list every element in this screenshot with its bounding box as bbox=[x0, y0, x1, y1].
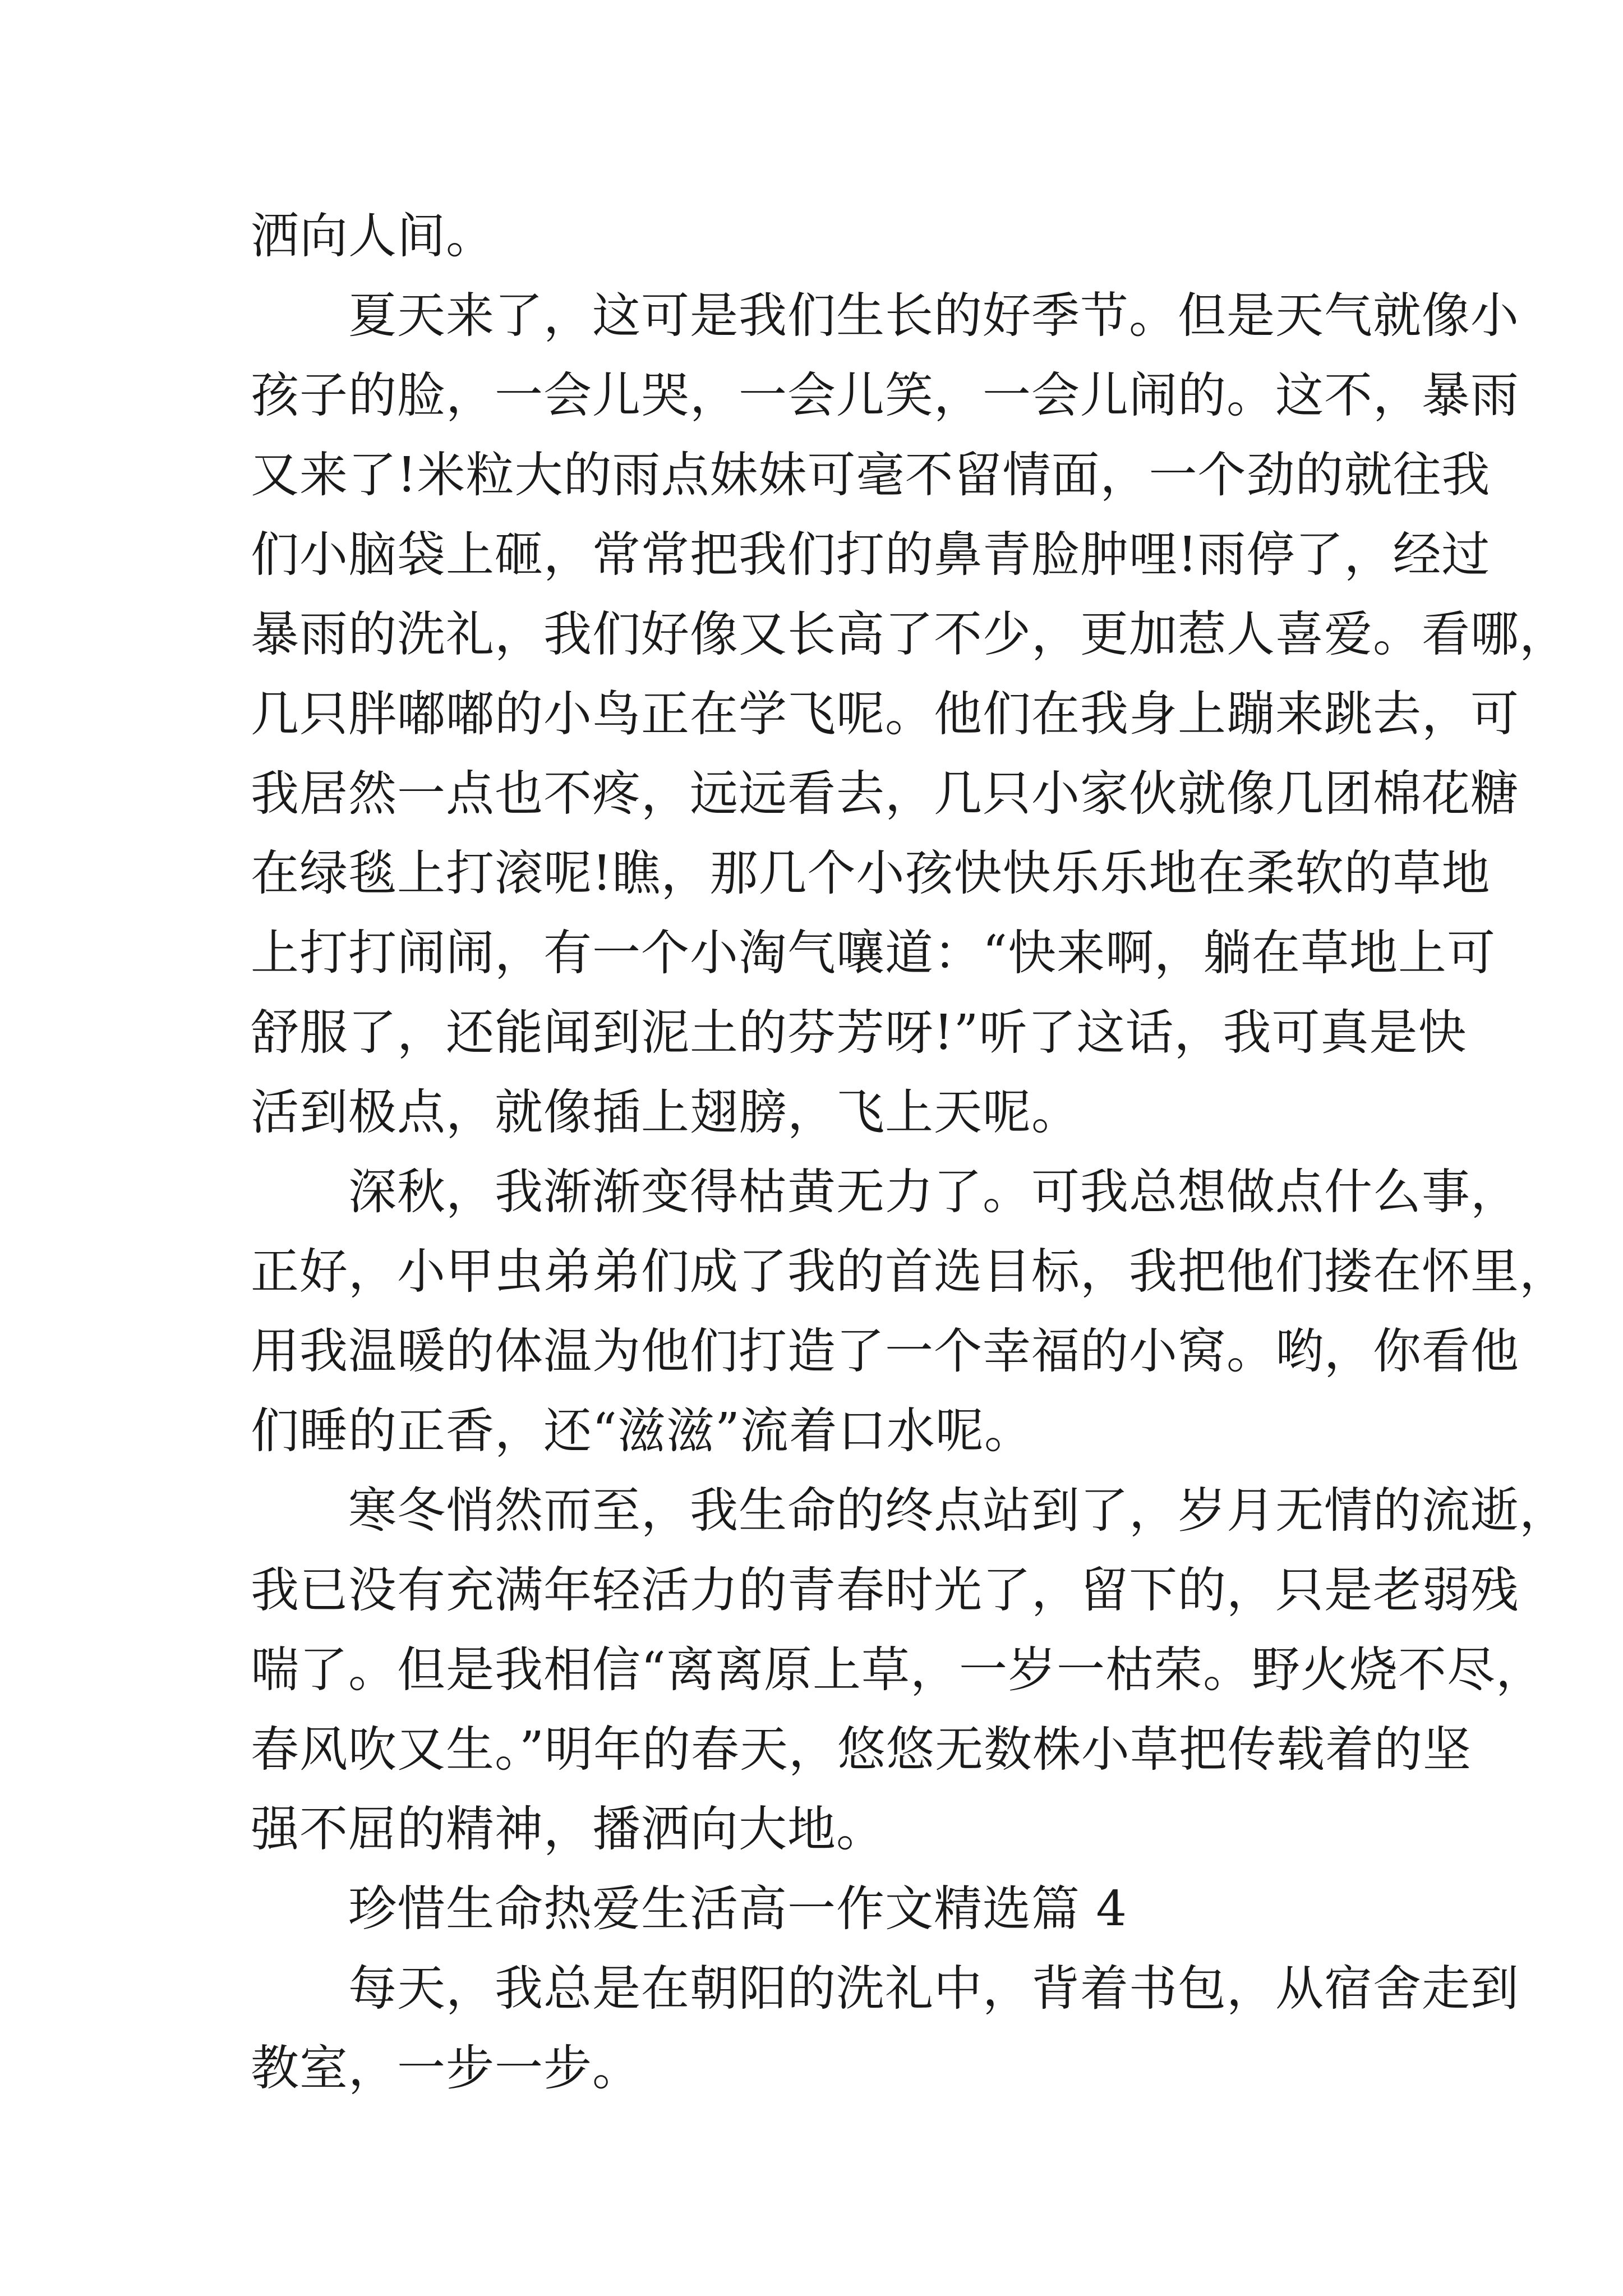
section-heading: 珍惜生命热爱生活高一作文精选篇 4 bbox=[251, 1881, 1128, 1937]
text-line: 在绿毯上打滚呢!瞧，那几个小孩快快乐乐地在柔软的草地 bbox=[251, 845, 1491, 901]
text-line: 我已没有充满年轻活力的青春时光了，留下的，只是老弱残 bbox=[251, 1562, 1519, 1618]
text-line: 们睡的正香，还“滋滋”流着口水呢。 bbox=[251, 1403, 1033, 1459]
text-line: 用我温暖的体温为他们打造了一个幸福的小窝。哟，你看他 bbox=[251, 1323, 1519, 1379]
article-body bbox=[251, 196, 1568, 2108]
text-line: 孩子的脸，一会儿哭，一会儿笑，一会儿闹的。这不，暴雨 bbox=[251, 367, 1519, 424]
text-line: 舒服了，还能闻到泥土的芬芳呀!”听了这话，我可真是快 bbox=[251, 1005, 1467, 1061]
text-line: 正好，小甲虫弟弟们成了我的首选目标，我把他们搂在怀里， bbox=[251, 1244, 1568, 1300]
text-line: 洒向人间。 bbox=[251, 208, 495, 264]
text-line: 几只胖嘟嘟的小鸟正在学飞呢。他们在我身上蹦来跳去，可 bbox=[251, 686, 1519, 742]
text-line: 教室，一步一步。 bbox=[251, 2040, 641, 2096]
text-line: 强不屈的精神，播洒向大地。 bbox=[251, 1801, 885, 1857]
text-line: 上打打闹闹，有一个小淘气嚷道：“快来啊，躺在草地上可 bbox=[251, 925, 1496, 981]
text-line: 暴雨的洗礼，我们好像又长高了不少，更加惹人喜爱。看哪， bbox=[251, 606, 1568, 662]
text-line: 每天，我总是在朝阳的洗礼中，背着书包，从宿舍走到 bbox=[251, 1961, 1519, 2017]
text-line: 又来了!米粒大的雨点妹妹可毫不留情面，一个劲的就往我 bbox=[251, 447, 1491, 503]
text-line: 喘了。但是我相信“离离原上草，一岁一枯荣。野火烧不尽， bbox=[251, 1642, 1544, 1698]
text-line: 春风吹又生。”明年的春天，悠悠无数株小草把传载着的坚 bbox=[251, 1722, 1472, 1778]
text-line: 们小脑袋上砸，常常把我们打的鼻青脸肿哩!雨停了，经过 bbox=[251, 527, 1491, 583]
text-line: 夏天来了，这可是我们生长的好季节。但是天气就像小 bbox=[251, 288, 1519, 344]
text-line: 寒冬悄然而至，我生命的终点站到了，岁月无情的流逝， bbox=[251, 1483, 1568, 1539]
text-line: 活到极点，就像插上翅膀，飞上天呢。 bbox=[251, 1084, 1080, 1140]
text-line: 我居然一点也不疼，远远看去，几只小家伙就像几团棉花糖 bbox=[251, 766, 1519, 822]
text-line: 深秋，我渐渐变得枯黄无力了。可我总想做点什么事， bbox=[251, 1164, 1519, 1220]
